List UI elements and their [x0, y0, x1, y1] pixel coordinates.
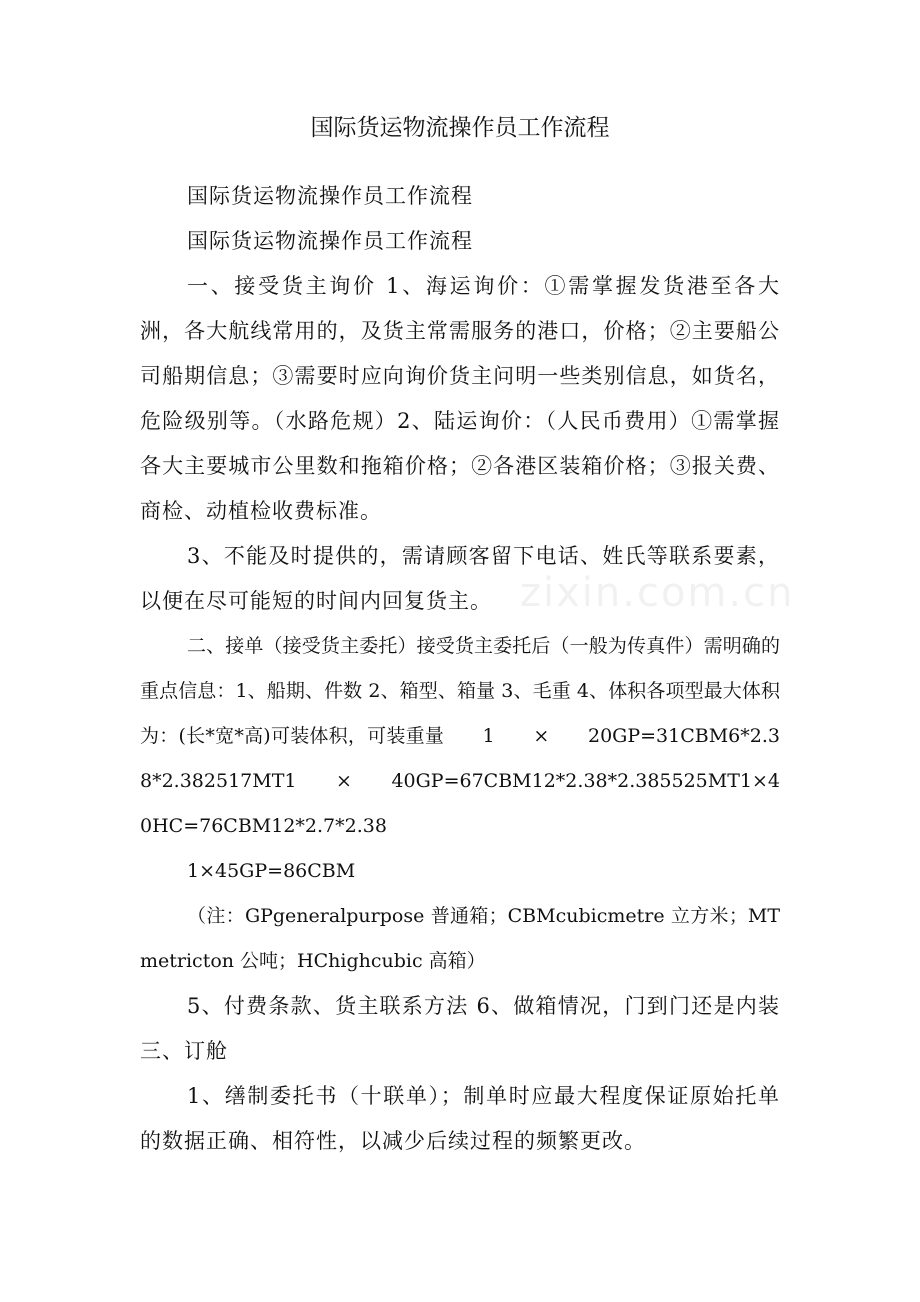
document-title: 国际货运物流操作员工作流程: [310, 115, 610, 141]
paragraph-payment: 5、付费条款、货主联系方法 6、做箱情况，门到门还是内装三、订舱: [140, 994, 780, 1063]
watermark: zixin.com.cn: [520, 570, 795, 616]
paragraph-45gp: 1×45GP=86CBM: [187, 860, 356, 882]
paragraph-subtitle-1: 国际货运物流操作员工作流程: [187, 184, 473, 208]
paragraph-notes: （注：GPgeneralpurpose 普通箱；CBMcubicmetre 立方米；MTmetricton 公吨；HChighcubic 高箱）: [140, 905, 780, 972]
paragraph-inquiry: 一、接受货主询价 1、海运询价：①需掌握发货港至各大洲，各大航线常用的，及货主常需服务的港口，价格；②主要船公司船期信息；③需要时应向询价货主问明一些类别信息，如货名，危险级别等。（水路危规）2、陆运询价：（人民币费用）①需掌握各大主要城市公里数和拖箱价格；②各港区装箱价格；③报关费、商检、动植检收费标准。: [140, 274, 780, 523]
paragraph-order: 二、接单（接受货主委托）接受货主委托后（一般为传真件）需明确的重点信息：1、船期、件数 2、箱型、箱量 3、毛重 4、体积各项型最大体积为：(长*宽*高)可装体积，可装重量 1 × 20GP=31CBM6*2.38*2.382517MT1 × 40GP=67CBM12*2.38*2.385525MT1×40HC=76CBM12*2.7*2.38: [140, 635, 780, 837]
document-body: [140, 174, 780, 1164]
paragraph-reply: 3、不能及时提供的，需请顾客留下电话、姓氏等联系要素，以便在尽可能短的时间内回复货主。: [140, 544, 780, 613]
paragraph-booking: 1、缮制委托书（十联单）；制单时应最大程度保证原始托单的数据正确、相符性，以减少后续过程的频繁更改。: [140, 1084, 780, 1153]
paragraph-subtitle-2: 国际货运物流操作员工作流程: [187, 229, 473, 253]
